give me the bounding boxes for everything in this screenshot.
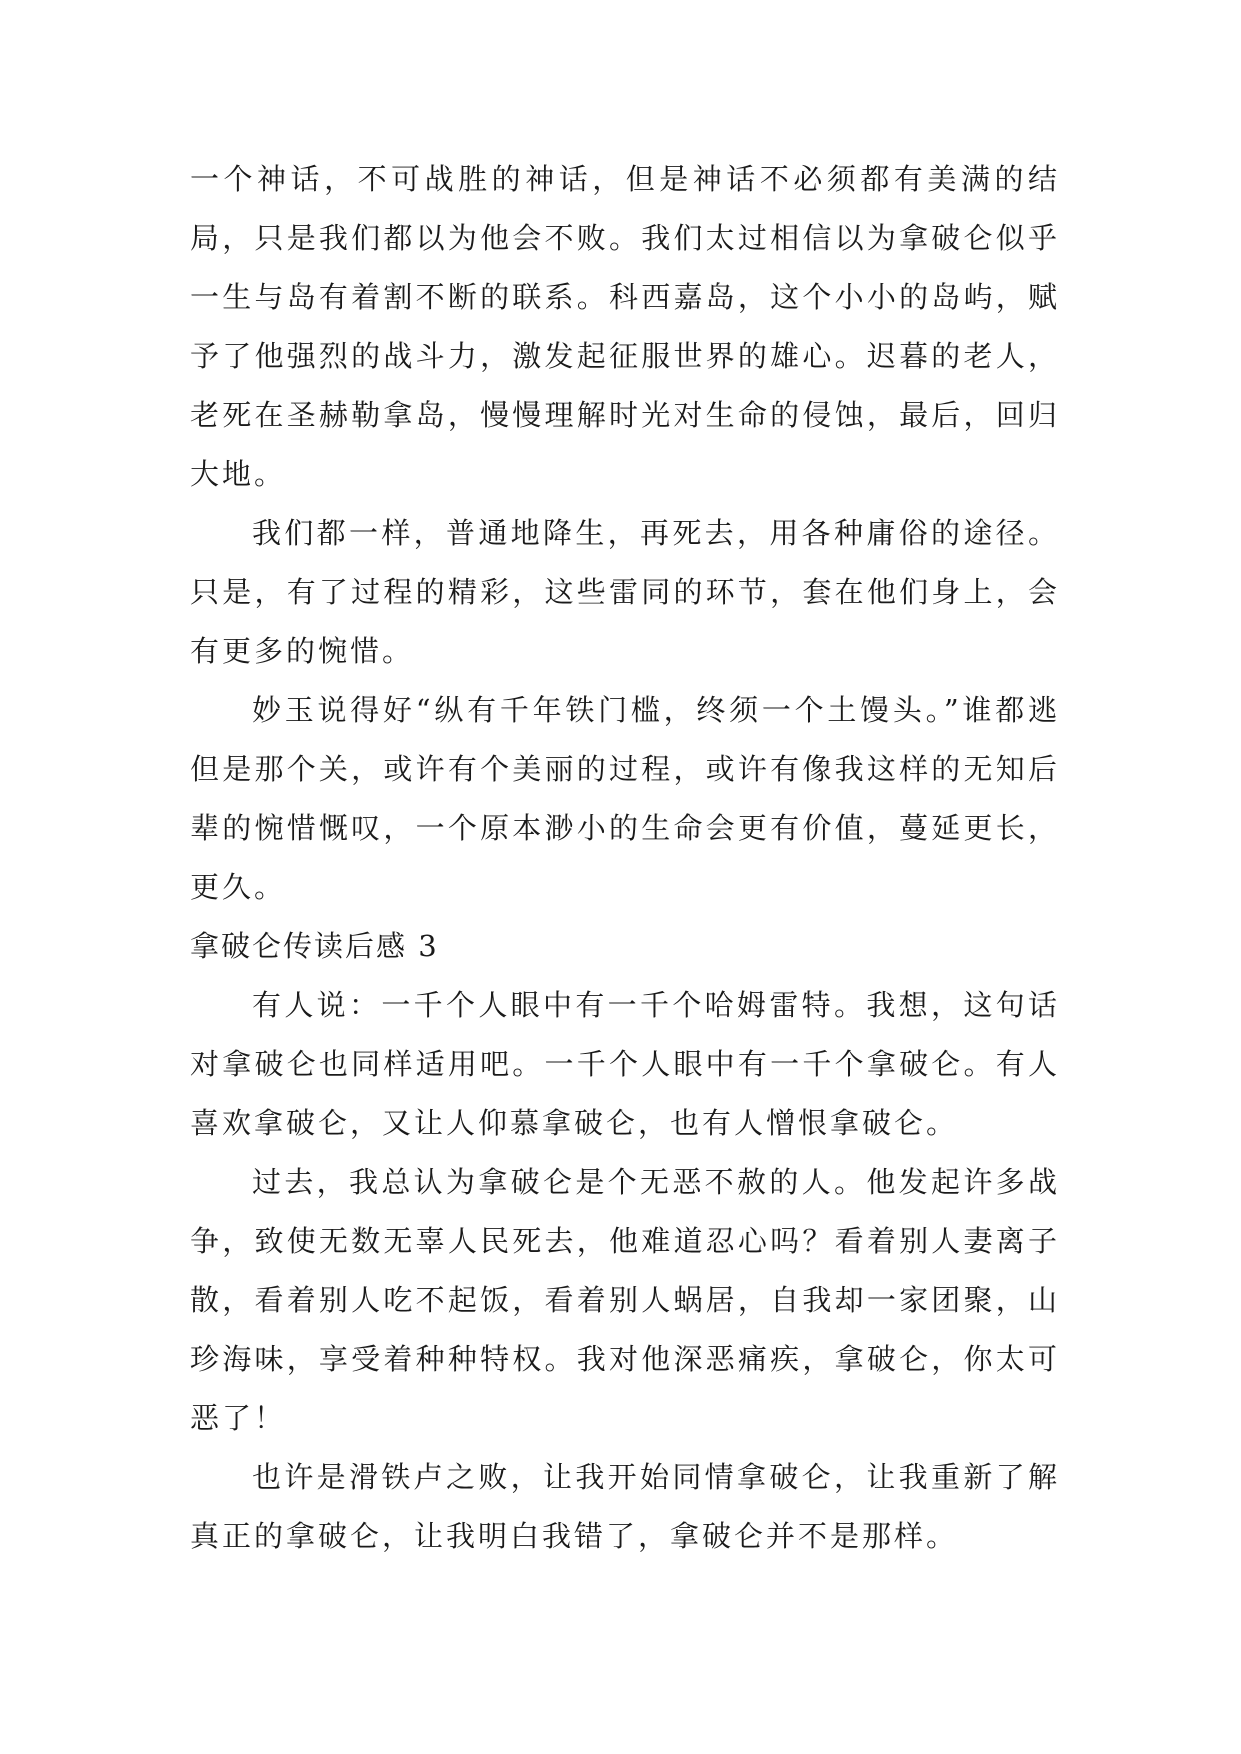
paragraph-ordinary-life: 我们都一样，普通地降生，再死去，用各种庸俗的途径。只是，有了过程的精彩，这些雷同的环节，套在他们身上，会有更多的惋惜。 bbox=[190, 516, 1060, 668]
paragraph-hamlet-comparison: 有人说：一千个人眼中有一千个哈姆雷特。我想，这句话对拿破仑也同样适用吧。一千个人眼中有一千个拿破仑。有人喜欢拿破仑，又让人仰慕拿破仑，也有人憎恨拿破仑。 bbox=[190, 988, 1060, 1140]
paragraph-myth-continuation: 一个神话，不可战胜的神话，但是神话不必须都有美满的结局，只是我们都以为他会不败。我们太过相信以为拿破仑似乎一生与岛有着割不断的联系。科西嘉岛，这个小小的岛屿，赋予了他强烈的战斗力，激发起征服世界的雄心。迟暮的老人，老死在圣赫勒拿岛，慢慢理解时光对生命的侵蚀，最后，回归大地。 bbox=[190, 162, 1060, 491]
document-page bbox=[190, 150, 1060, 1566]
paragraph-past-opinion: 过去，我总认为拿破仑是个无恶不赦的人。他发起许多战争，致使无数无辜人民死去，他难道忍心吗？看着别人妻离子散，看着别人吃不起饭，看着别人蜗居，自我却一家团聚，山珍海味，享受着种种特权。我对他深恶痛疾，拿破仑，你太可恶了！ bbox=[190, 1165, 1060, 1435]
paragraph-waterloo: 也许是滑铁卢之败，让我开始同情拿破仑，让我重新了解真正的拿破仑，让我明白我错了，拿破仑并不是那样。 bbox=[190, 1460, 1060, 1553]
section-title: 拿破仑传读后感 3 bbox=[190, 929, 439, 963]
paragraph-miaoyu-quote: 妙玉说得好“纵有千年铁门槛，终须一个土馒头。”谁都逃但是那个关，或许有个美丽的过程，或许有像我这样的无知后辈的惋惜慨叹，一个原本渺小的生命会更有价值，蔓延更长，更久。 bbox=[190, 693, 1060, 904]
